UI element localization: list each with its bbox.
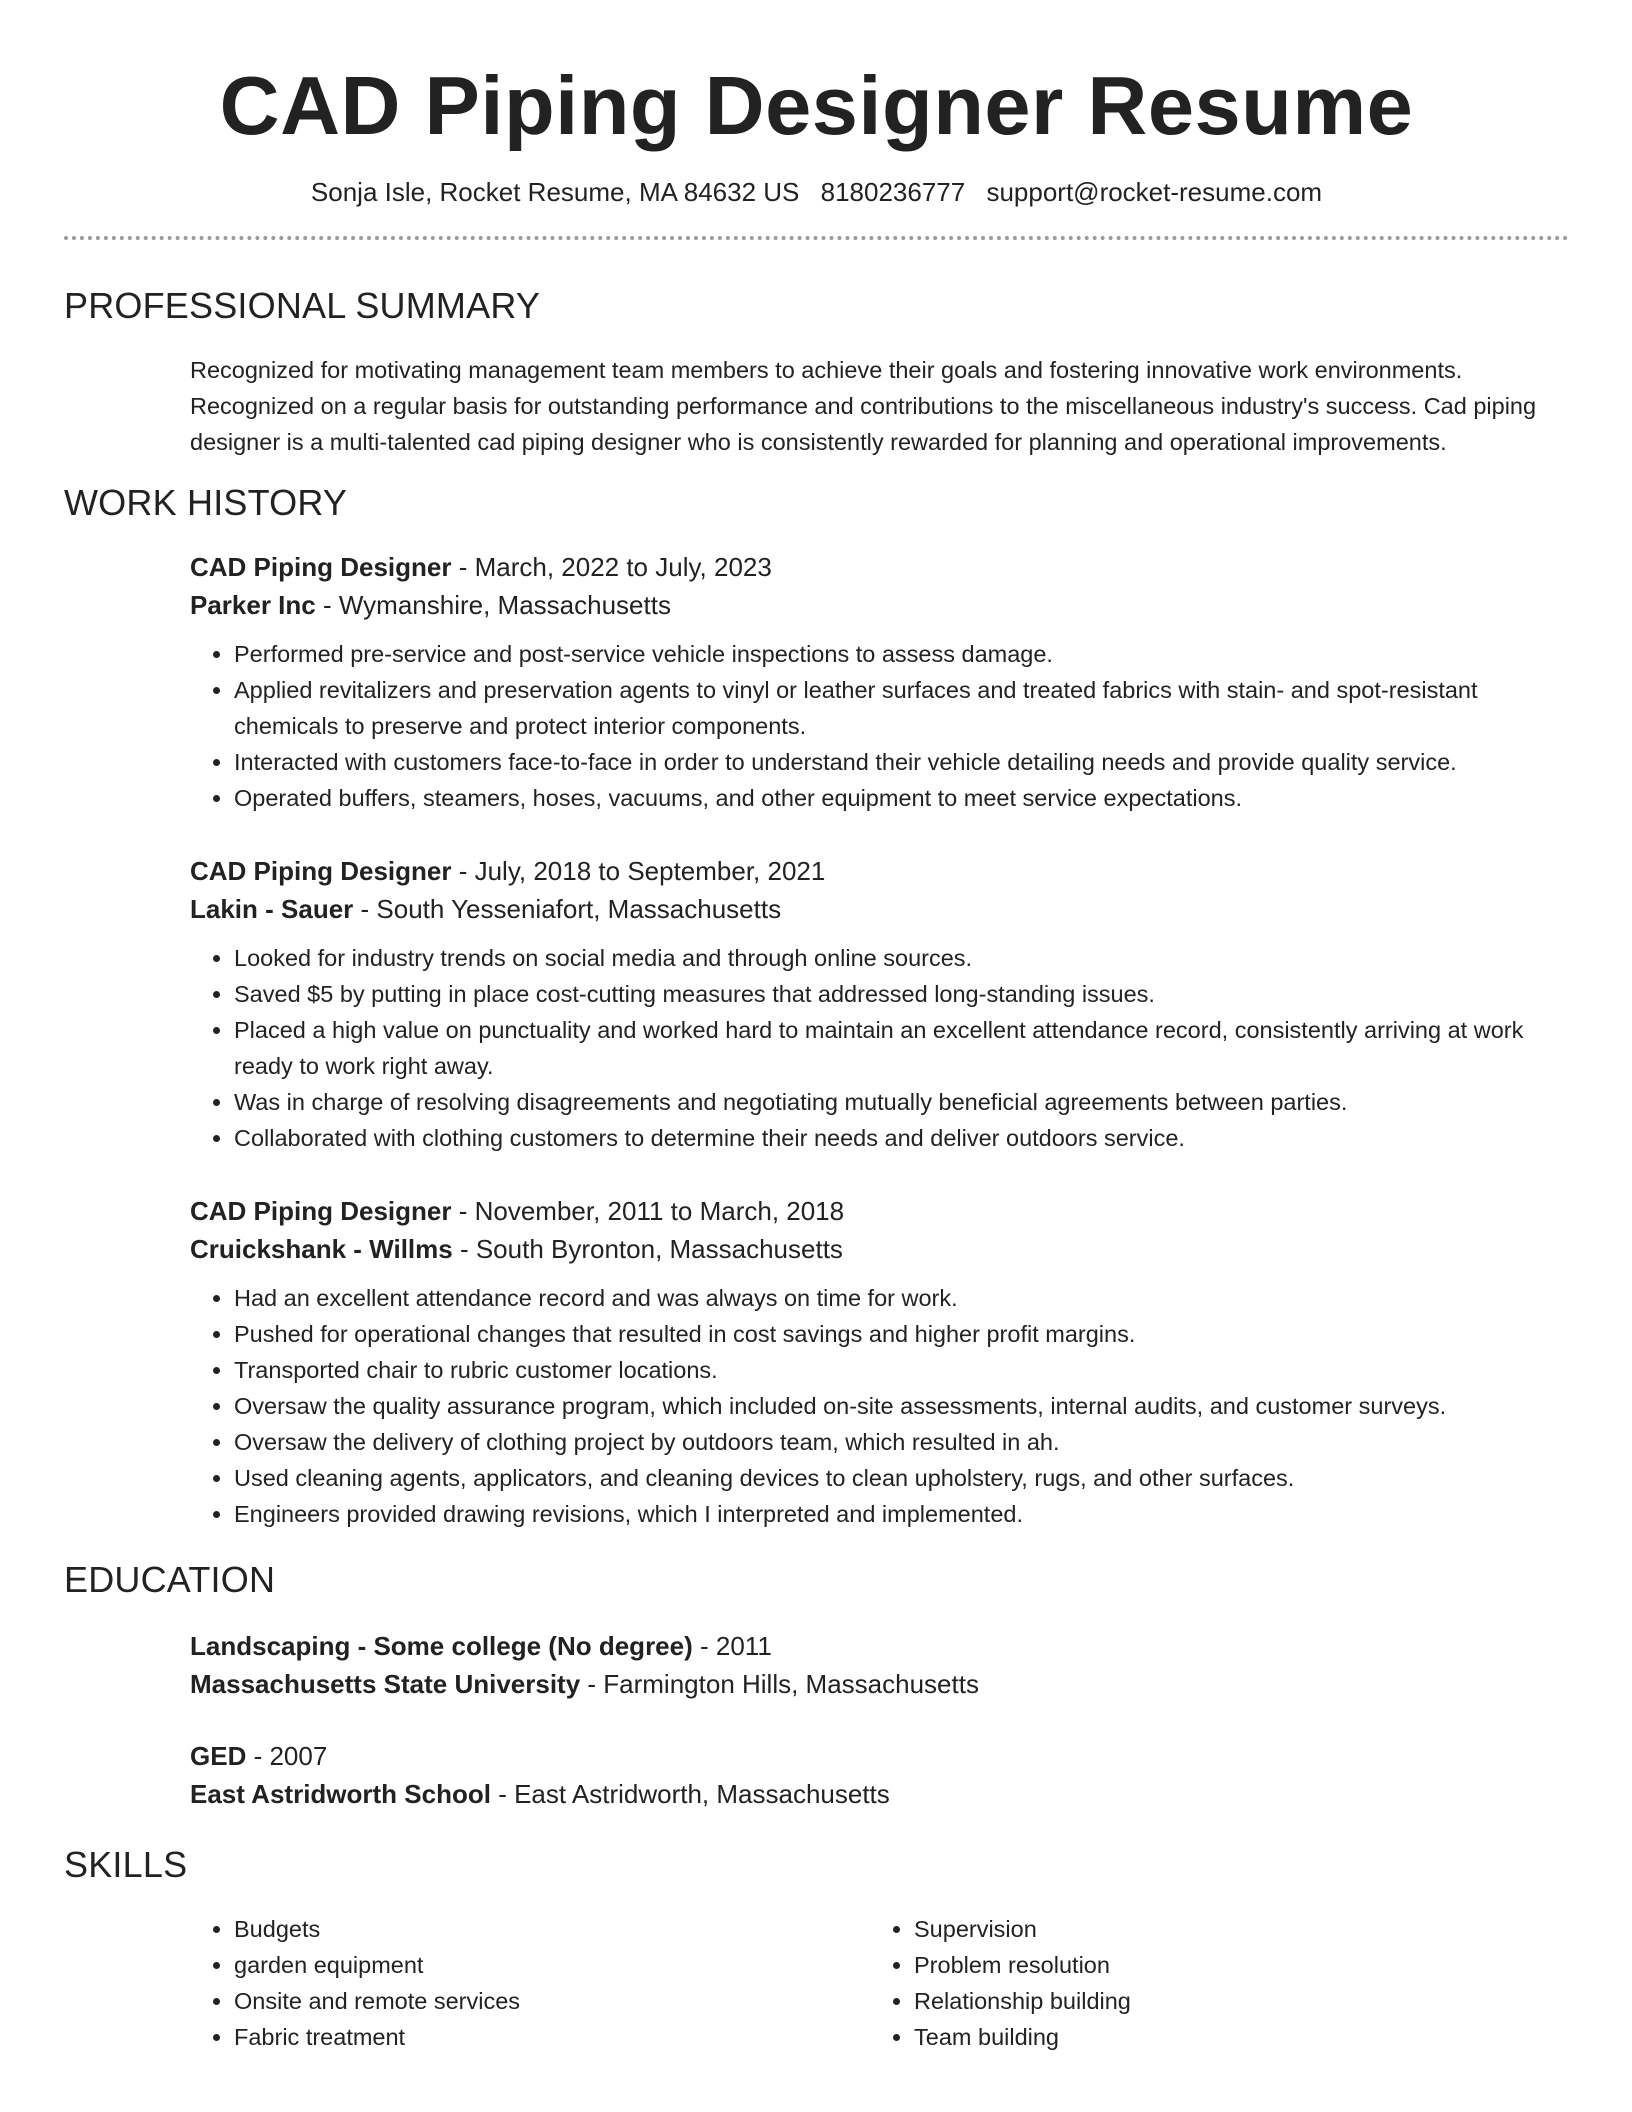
section-title-skills: SKILLS <box>64 1844 188 1885</box>
job-title: CAD Piping Designer <box>190 1196 452 1226</box>
job-bullet: • Placed a high value on punctuality and worked hard to maintain an excellent attendance record, consistently arriving at work ready to work right away. <box>234 1012 1569 1084</box>
skill-item: • garden equipment <box>234 1947 870 1983</box>
job-bullet: • Engineers provided drawing revisions, which I interpreted and implemented. <box>234 1496 1569 1532</box>
education-year: - 2011 <box>692 1631 772 1661</box>
education-entry <box>190 1737 1569 1813</box>
skills-list <box>190 1911 1569 2055</box>
job-bullet: • Had an excellent attendance record and was always on time for work. <box>234 1280 1569 1316</box>
education-school: Massachusetts State University <box>190 1669 581 1699</box>
contact-email: support@rocket-resume.com <box>986 177 1323 207</box>
job-entry <box>190 852 1569 1156</box>
education-location: - Farmington Hills, Massachusetts <box>580 1669 979 1699</box>
job-entry <box>190 1192 1569 1532</box>
job-dates: - July, 2018 to September, 2021 <box>451 856 826 886</box>
job-bullet: • Oversaw the quality assurance program, which included on-site assessments, internal audits, and customer surveys. <box>234 1388 1569 1424</box>
job-bullet: • Collaborated with clothing customers to determine their needs and deliver outdoors service. <box>234 1120 1569 1156</box>
skills-column <box>190 1911 870 2055</box>
skills-column <box>870 1911 1554 2055</box>
job-bullet: • Used cleaning agents, applicators, and cleaning devices to clean upholstery, rugs, and other surfaces. <box>234 1460 1569 1496</box>
education-entry <box>190 1627 1569 1703</box>
job-title-line <box>190 548 1569 586</box>
skill-item: • Supervision <box>914 1911 1554 1947</box>
job-title-line <box>190 1192 1569 1230</box>
education-year: - 2007 <box>246 1741 328 1771</box>
skill-item: • Problem resolution <box>914 1947 1554 1983</box>
job-location: - Wymanshire, Massachusetts <box>315 590 671 620</box>
job-company: Parker Inc <box>190 590 316 620</box>
job-company: Cruickshank - Willms <box>190 1234 453 1264</box>
education <box>190 1627 1569 1813</box>
skill-item: • Fabric treatment <box>234 2019 870 2055</box>
job-dates: - March, 2022 to July, 2023 <box>451 552 772 582</box>
work-history <box>190 548 1569 1532</box>
job-bullets <box>190 940 1569 1156</box>
job-title-line <box>190 852 1569 890</box>
job-bullet: • Was in charge of resolving disagreements and negotiating mutually beneficial agreements between parties. <box>234 1084 1569 1120</box>
job-company: Lakin - Sauer <box>190 894 354 924</box>
education-location: - East Astridworth, Massachusetts <box>490 1779 890 1809</box>
section-title-work-history: WORK HISTORY <box>64 482 348 523</box>
header-divider <box>64 236 1569 240</box>
job-bullet: • Pushed for operational changes that resulted in cost savings and higher profit margins. <box>234 1316 1569 1352</box>
education-school-line <box>190 1775 1569 1813</box>
job-bullet: • Oversaw the delivery of clothing project by outdoors team, which resulted in ah. <box>234 1424 1569 1460</box>
job-bullet: • Looked for industry trends on social media and through online sources. <box>234 940 1569 976</box>
education-degree-line <box>190 1737 1569 1775</box>
education-school-line <box>190 1665 1569 1703</box>
job-bullet: • Transported chair to rubric customer locations. <box>234 1352 1569 1388</box>
skill-item: • Onsite and remote services <box>234 1983 870 2019</box>
job-company-line <box>190 586 1569 624</box>
job-location: - South Yesseniafort, Massachusetts <box>353 894 782 924</box>
job-company-line <box>190 1230 1569 1268</box>
contact-phone: 8180236777 <box>820 177 966 207</box>
job-entry <box>190 548 1569 816</box>
resume-title: CAD Piping Designer Resume <box>219 59 1414 152</box>
job-dates: - November, 2011 to March, 2018 <box>451 1196 845 1226</box>
education-school: East Astridworth School <box>190 1779 491 1809</box>
resume-page <box>64 0 1569 2055</box>
job-title: CAD Piping Designer <box>190 856 452 886</box>
skill-item: • Relationship building <box>914 1983 1554 2019</box>
job-title: CAD Piping Designer <box>190 552 452 582</box>
job-bullet: • Operated buffers, steamers, hoses, vacuums, and other equipment to meet service expectations. <box>234 780 1569 816</box>
contact-line <box>64 176 1569 208</box>
job-bullet: • Applied revitalizers and preservation agents to vinyl or leather surfaces and treated fabrics with stain- and spot-resistant chemicals to preserve and protect interior components. <box>234 672 1569 744</box>
summary-text: Recognized for motivating management team members to achieve their goals and fostering innovative work environments. Recognized on a regular basis for outstanding performance and contributions to the miscellaneous industry's success. Cad piping designer is a multi-talented cad piping designer who is consistently rewarded for planning and operational improvements. <box>190 357 1537 455</box>
job-bullets <box>190 1280 1569 1532</box>
job-bullet: • Interacted with customers face-to-face in order to understand their vehicle detailing needs and provide quality service. <box>234 744 1569 780</box>
education-degree-line <box>190 1627 1569 1665</box>
skill-item: • Team building <box>914 2019 1554 2055</box>
job-location: - South Byronton, Massachusetts <box>452 1234 843 1264</box>
education-degree: GED <box>190 1741 247 1771</box>
job-company-line <box>190 890 1569 928</box>
job-bullet: • Performed pre-service and post-service vehicle inspections to assess damage. <box>234 636 1569 672</box>
section-title-education: EDUCATION <box>64 1559 276 1600</box>
job-bullet: • Saved $5 by putting in place cost-cutting measures that addressed long-standing issues. <box>234 976 1569 1012</box>
skill-item: • Budgets <box>234 1911 870 1947</box>
education-degree: Landscaping - Some college (No degree) <box>190 1631 693 1661</box>
contact-address: Sonja Isle, Rocket Resume, MA 84632 US <box>310 177 800 207</box>
job-bullets <box>190 636 1569 816</box>
section-title-summary: PROFESSIONAL SUMMARY <box>64 285 541 326</box>
